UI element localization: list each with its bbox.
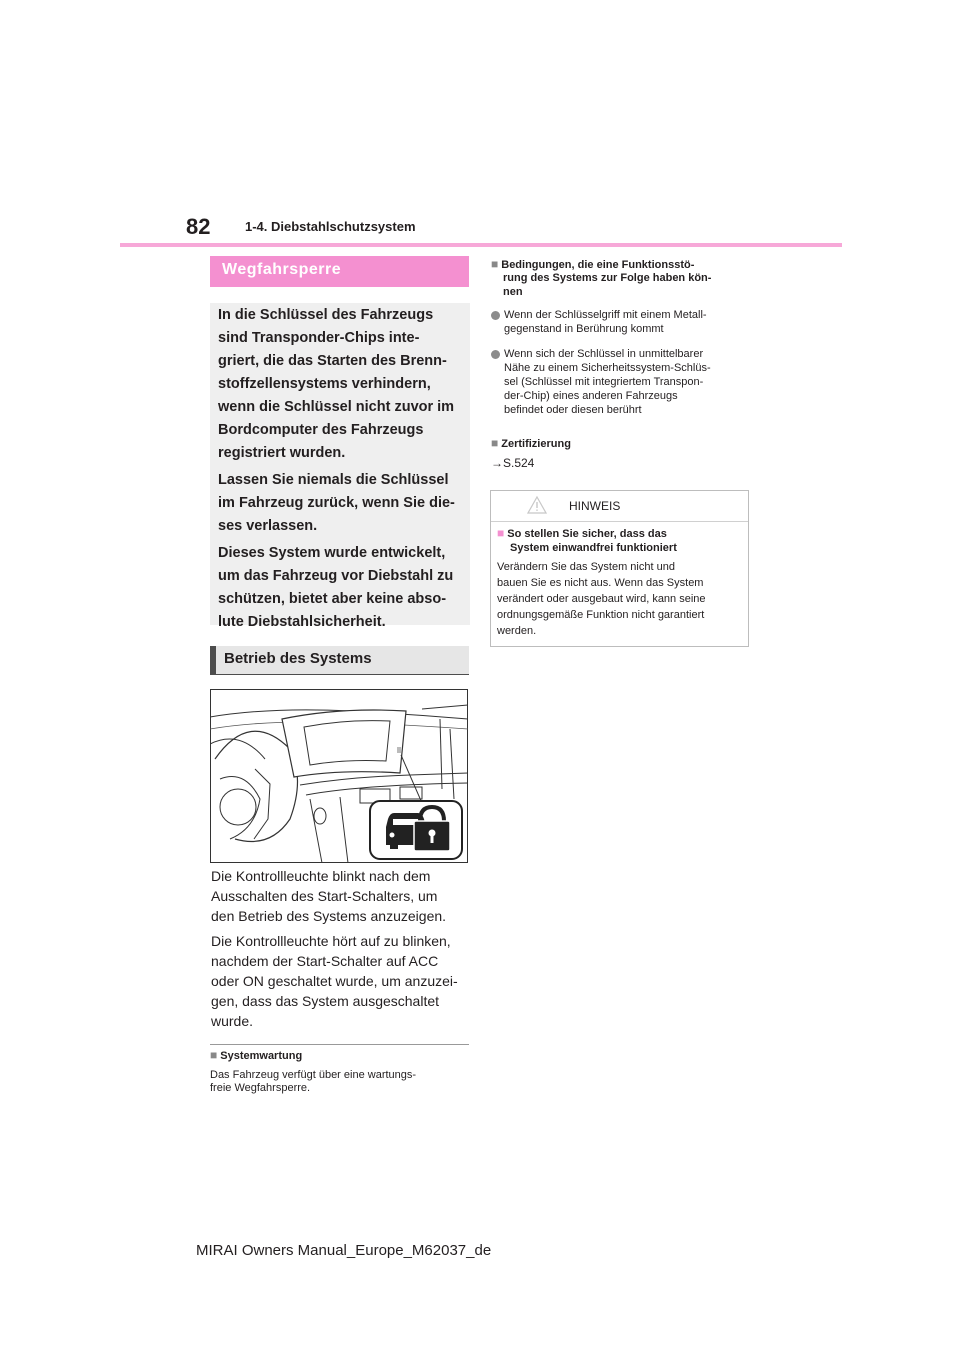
certification-reference[interactable] <box>491 457 534 470</box>
body-text-line: gen, dass das System ausgeschaltet <box>211 993 440 1009</box>
maintenance-text-line: freie Wegfahrsperre. <box>210 1082 311 1094</box>
page-number: 82 <box>186 214 211 239</box>
intro-line: wenn die Schlüssel nicht zuvor im <box>218 399 455 415</box>
info-divider <box>210 1044 469 1045</box>
body-text-line: Die Kontrollleuchte blinkt nach dem <box>211 868 431 884</box>
intro-line: Bordcomputer des Fahrzeugs <box>218 422 424 438</box>
notice-text-line: ordnungsgemäße Funktion nicht garantiert <box>497 609 705 621</box>
notice-heading <box>497 527 667 541</box>
notice-text-line: Verändern Sie das System nicht und <box>497 561 675 573</box>
bullet-text-line: gegenstand in Berührung kommt <box>504 323 664 335</box>
notice-title: HINWEIS <box>569 499 621 513</box>
header-rule <box>120 243 842 247</box>
body-text-line: oder ON geschaltet wurde, um anzuzei- <box>211 973 458 989</box>
section-title: 1-4. Diebstahlschutzsystem <box>245 219 416 234</box>
intro-line: In die Schlüssel des Fahrzeugs <box>218 307 434 323</box>
intro-line: griert, die das Starten des Brenn- <box>218 353 447 369</box>
body-text-line: den Betrieb des Systems anzuzeigen. <box>211 908 447 924</box>
footer-manual-id: MIRAI Owners Manual_Europe_M62037_de <box>196 1242 492 1259</box>
square-bullet-icon: ■ <box>210 1048 218 1062</box>
intro-line: registriert wurden. <box>218 445 346 461</box>
square-bullet-icon: ■ <box>497 526 505 540</box>
bullet-text-line: Nähe zu einem Sicherheitssystem-Schlüs- <box>504 362 711 374</box>
notice-text-line: bauen Sie es nicht aus. Wenn das System <box>497 577 704 589</box>
maintenance-heading-text: Systemwartung <box>220 1050 303 1062</box>
bullet-text-line: sel (Schlüssel mit integriertem Transpon- <box>504 376 704 388</box>
intro-line: lute Diebstahlsicherheit. <box>218 614 386 630</box>
bullet-text-line: Wenn der Schlüsselgriff mit einem Metall- <box>504 309 707 321</box>
bullet-text-line: der-Chip) eines anderen Fahrzeugs <box>504 390 678 402</box>
arrow-right-icon: → <box>491 456 503 470</box>
notice-text-line: werden. <box>497 625 537 637</box>
round-bullet-icon <box>491 350 500 359</box>
section-heading-betrieb: Betrieb des Systems <box>210 646 469 675</box>
section-heading-wegfahrsperre: Wegfahrsperre <box>210 256 469 287</box>
bullet-text-line: befindet oder diesen berührt <box>504 404 642 416</box>
body-text-line: nachdem der Start-Schalter auf ACC <box>211 953 439 969</box>
conditions-heading <box>491 258 694 272</box>
notice-divider <box>491 521 748 522</box>
certification-heading <box>491 437 571 451</box>
conditions-heading-text: Bedingungen, die eine Funktionsstö- <box>501 259 695 271</box>
maintenance-heading <box>210 1049 302 1063</box>
square-bullet-icon: ■ <box>491 436 499 450</box>
intro-line: um das Fahrzeug vor Diebstahl zu <box>218 568 454 584</box>
maintenance-text-line: Das Fahrzeug verfügt über eine wartungs- <box>210 1069 417 1081</box>
certification-heading-text: Zertifizierung <box>501 438 571 450</box>
conditions-heading-line: nen <box>503 286 523 298</box>
notice-heading-line: System einwandfrei funktioniert <box>510 542 677 554</box>
round-bullet-icon <box>491 311 500 320</box>
notice-heading-text: So stellen Sie sicher, dass das <box>507 528 667 540</box>
intro-line: stoffzellensystems verhindern, <box>218 376 431 392</box>
intro-line: Lassen Sie niemals die Schlüssel <box>218 472 449 488</box>
dashboard-illustration <box>210 689 468 863</box>
intro-line: sind Transponder-Chips inte- <box>218 330 420 346</box>
intro-line: schützen, bietet aber keine abso- <box>218 591 447 607</box>
body-text-line: Ausschalten des Start-Schalters, um <box>211 888 438 904</box>
bullet-text-line: Wenn sich der Schlüssel in unmittelbarer <box>504 348 704 360</box>
intro-line: ses verlassen. <box>218 518 318 534</box>
certification-ref-text[interactable]: S.524 <box>503 456 535 470</box>
intro-line: Dieses System wurde entwickelt, <box>218 545 446 561</box>
conditions-heading-line: rung des Systems zur Folge haben kön- <box>503 272 712 284</box>
intro-box <box>210 303 470 630</box>
intro-line: im Fahrzeug zurück, wenn Sie die- <box>218 495 455 511</box>
square-bullet-icon: ■ <box>491 257 499 271</box>
notice-text-line: verändert oder ausgebaut wird, kann seine <box>497 593 706 605</box>
warning-triangle-icon <box>527 496 547 514</box>
body-text-line: wurde. <box>211 1013 254 1029</box>
body-text-line: Die Kontrollleuchte hört auf zu blinken, <box>211 933 451 949</box>
